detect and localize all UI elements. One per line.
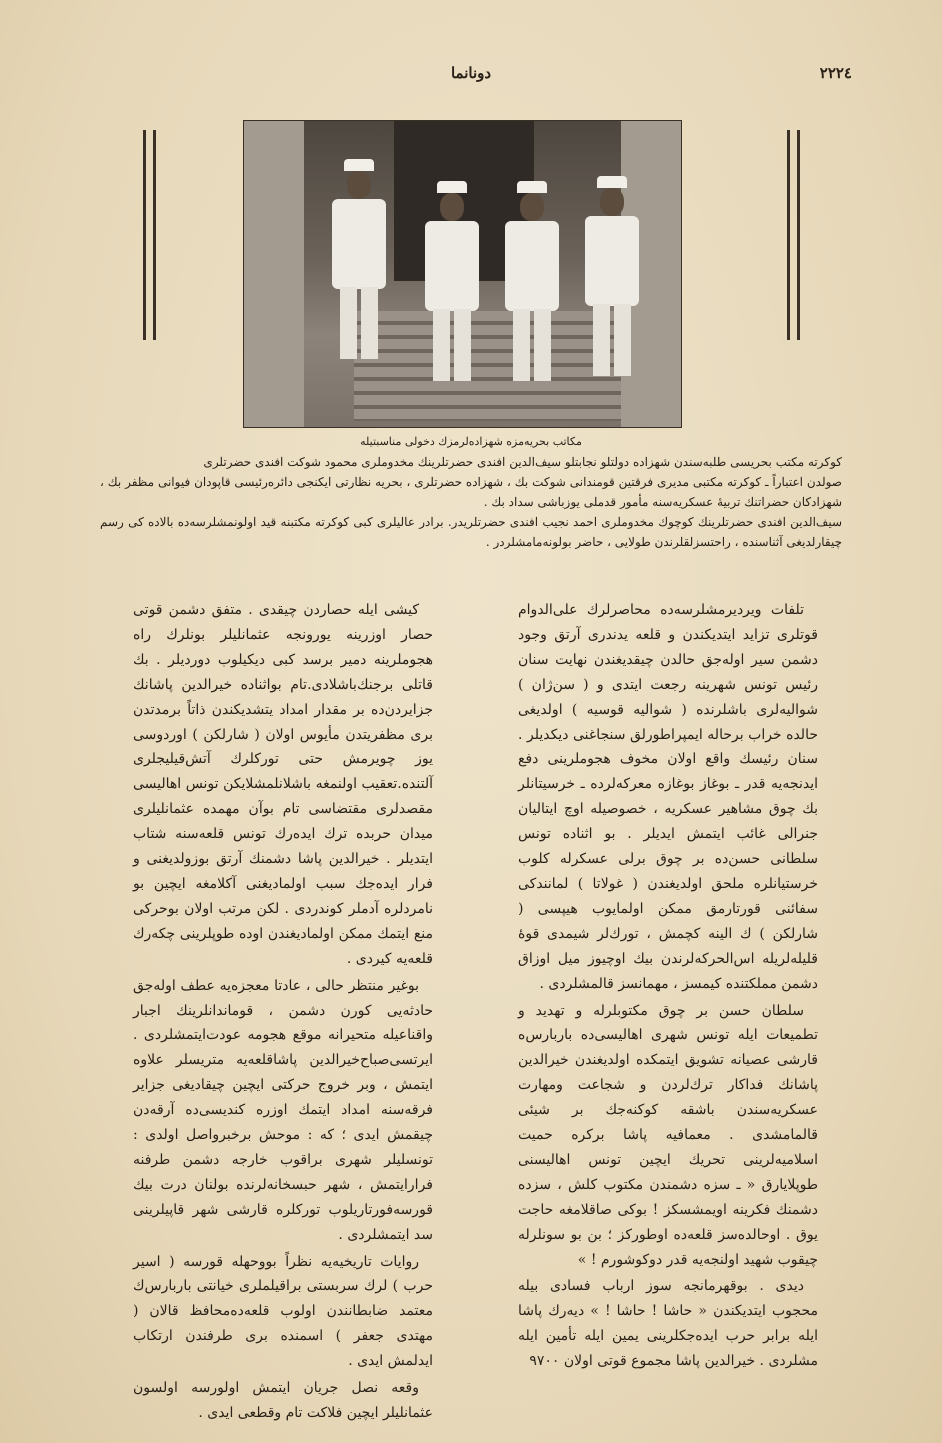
caption-paragraph: كوكرته مكتب بحریسی طلبه‌سندن شهزاده دولتلو نجابتلو سیف‌الدین افندی حضرتلرینك مخدوملری محمود شوكت افندی حضرتلری bbox=[203, 455, 842, 469]
photo-figure bbox=[579, 176, 645, 376]
decorative-rule bbox=[143, 130, 146, 340]
decorative-rule bbox=[797, 130, 800, 340]
article-paragraph: وقعه نصل جریان ایتمش اولورسه اولسون عثمانلیلر ایچین فلاكت تام وقطعی ایدی . bbox=[133, 1380, 433, 1421]
caption-title: مكاتب بحريه‌مزه شهزاده‌لرمزك دخولی مناسبتیله bbox=[360, 435, 582, 448]
article-paragraph: سلطان حسن بر چوق مكتوبلرله و تهدید و تطمیعات ایله تونس شهری اهالیسی‌ده باربارس‌ه قارشی عصیانه تشویق ایتمكده اولدیغندن خیرالدین پاشانك فداكار ترك‌لردن و شجاعت ومهارت عسكریه‌سندن باشقه كوكنه‌جك بر شیئی قالمامشدی . معمافیه پاشا بركره حمیت اسلامیه‌لرینی تحریك ایچین تونس اهالیسنی طوپلایارق « ـ سزه دشمندن مكتوب كلش ، سزده دشمنك فكرینه اویمشسكز ! بوكی صاقلامغه حاجت یوق . اوحالده‌سز قلعه‌ده اوطوركز ؛ بن بو سونلرله چیقوب شهید اولنجه‌یه قدر دوكوشورم ! » bbox=[518, 1002, 818, 1268]
caption-paragraph: صولدن اعتباراً ـ كوكرته مكتبی مدیری فرقتین قومندانی شوكت بك ، شهزاده حضرتلری ، بحریه نظارتی ایكنجی دائره‌رئیسی قاپودان فیوانی مظفر بك ، شهزادكان حضراتنك تربیهٔ عسكریه‌سنه مأمور قدملی یوزباشی سداد بك . bbox=[100, 475, 842, 509]
text-column-left bbox=[133, 598, 433, 1428]
photo-figure bbox=[499, 181, 565, 381]
article-paragraph: بوغیر منتظر حالی ، عادتا معجزه‌یه عطف اوله‌جق حادثه‌یی كورن دشمن ، قوماندانلرینك اجبار واقناعیله متحیرانه موقع هجومه عودت‌ایتمشلردی . ایرتسی‌صباح‌خیرالدین پاشاقلعه‌یه متریسلر علاوه ایتمش ، وبر خروج حركتی ایچین چیقادیغی جزایر فرقه‌سنه امداد ایتمك اوزره كندیسی‌ده آرقه‌دن چیقمش ایدی ؛ كه : موحش برخبرواصل اولدی : تونسلیلر شهری براقوب خارجه دشمن طرفنه فرارایتمش ، شهر حبسخانه‌لرنده بولنان درت بیك قورسه‌فورتاریلوب توركلره قارشی شهر قاپیلرینی سد ایتمشلردی . bbox=[133, 977, 433, 1243]
article-paragraph: دیدی . بوقهرمانجه سوز ارباب فسادی بیله محجوب ایتدیكندن « حاشا ! حاشا ! » دیه‌رك پاشا ایله برابر حرب ایده‌جكلرینی یمین ایله تأمین ایله مشلردی . خیرالدین پاشا مجموع قوتی اولان ٩٧٠٠ bbox=[518, 1278, 818, 1370]
photo-figure bbox=[326, 159, 392, 359]
decorative-rule bbox=[787, 130, 790, 340]
running-head bbox=[90, 64, 852, 88]
caption-paragraph: سیف‌الدین افندی حضرتلرینك كوچوك مخدوملری احمد نجیب افندی حضرتلریدر. برادر عالیلری كبی كوكرته مكتبنه قید اولونمشلرسه‌ده بالاده كی رسم چیقارلدیغی آثناسنده ، راحتسزلقلرندن طولایی ، حاضر بولونه‌مامشلردر . bbox=[100, 515, 842, 549]
group-photograph bbox=[243, 120, 682, 428]
page-number: ٢٢٢٤ bbox=[819, 64, 852, 82]
article-paragraph: تلفات ویردیرمشلرسه‌ده محاصرلرك علی‌الدوام قوتلری تزاید ایتدیكندن و قلعه یدندری آرتق وجود دشمن سیر اوله‌جق حالدن چیقدیغندن نهایت سنان رئیس تونس شهرینه رجعت ایتدی و ( سن‌ژان ) شوالیه‌لری باشلرنده ( شوالیه قوسیه ) اولدیغی حالده خراب برحاله ایمپراطورلق سنجاغنی دیكدیلر . سنان رئیسك واقع اولان مخوف هجوملرینی دفع ایدنجه‌یه قدر ـ بوغاز بوغازه معركه‌لرده ـ خرسیتانلر بك چوق مشاهیر عسكریه ، خصوصیله اوچ ایتالیان جنرالی غائب ایتمش ایدیلر . بو اثناده تونس سلطانی حسن‌ده بر چوق برلی عسكرله كلوب خرستیانلره ملحق اولدیغندن ( غولاتا )‌ لمانندكی سفائنی قورتارمق ممكن اولمایوب هیپسی ( شارلكن )‌ ك الینه كچمش ، تورك‌لر شیمدی قوهٔ قلیله‌لریله اس‌الحركه‌لرندن بیك اوچیوز میل اوزاق دشمن مملكتنده كیمسز ، مهمانسز قالمشلردی . bbox=[518, 602, 818, 992]
photo-caption bbox=[100, 432, 842, 552]
text-column-right bbox=[518, 598, 818, 1376]
article-paragraph: كیشی ایله حصاردن چیقدی . متفق دشمن قوتی حصار اوزرینه یورونجه عثمانلیلر بونلرك راه هجوملرینه دمیر برسد كبی دیكیلوب دوردیلر . بك قاتلی برجنك‌باشلادی.تام بواثناده خیرالدین پاشانك جزایردن‌ده بر مقدار امداد یتشدیكندن ذاتاً برمدتدن بری مظفریتدن مأیوس اولان ( شارلكن ) اوردوسی یوز چویرمش حتی توركلرك آتش‌قیلیجلری آلتنده.تعقیب اولنمغه باشلانلمشلایكن تونس اهالیسی مقصدلری مقتضاسی تام بوآن مهمده عثمانلیلری میدان حربده ترك ایده‌رك تونس قلعه‌سنه شتاب ایتدیلر . خیرالدین پاشا دشمنك آرتق بوزولدیغنی و فرار ایده‌جك سبب اولمادیغنی آكلامغه ایچین بو نامردلره آدملر كوندردی . لكن مرتب اولان بوحركی منع ایتمك ممكن اولمادیغندن اوده طوپلرینی چكه‌رك قلعه‌یه كیردی . bbox=[133, 602, 433, 967]
journal-title: دونانما bbox=[450, 64, 492, 82]
article-paragraph: روایات تاریخیه‌یه نظراً بووحهله قورسه ( اسیر حرب ) لرك سربستی براقیلملری خیانتی باربارس‌ك معتمد ضابطانندن اولوب قلعه‌ده‌محافظ قالان ( مهتدی جعفر ) اسمنده بری طرفندن ارتكاب ایدلمش ایدی . bbox=[133, 1253, 433, 1370]
photo-pillar bbox=[244, 121, 304, 427]
decorative-rule bbox=[153, 130, 156, 340]
photo-figure bbox=[419, 181, 485, 381]
